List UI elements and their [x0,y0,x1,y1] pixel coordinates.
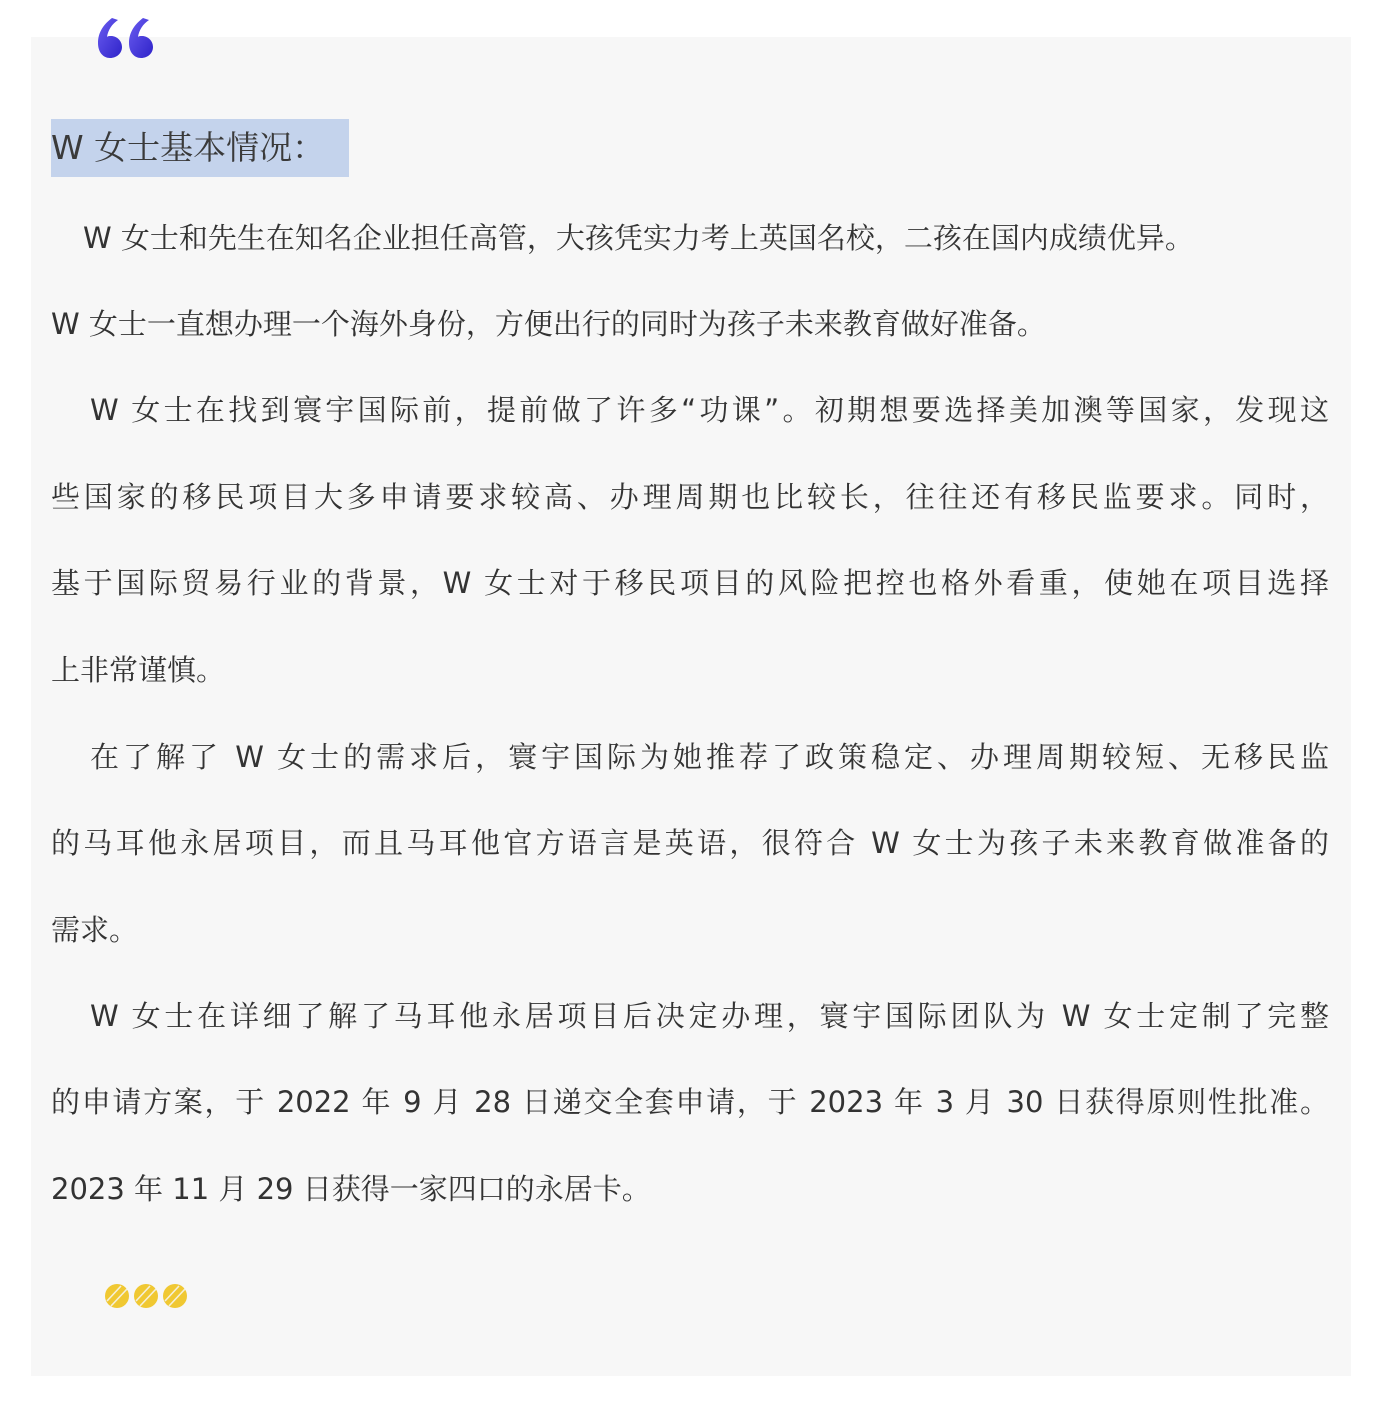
opening-quote-icon [95,14,159,60]
yellow-dots-decoration [103,1281,191,1311]
paragraph-line: 基于国际贸易行业的背景，W 女士对于移民项目的风险把控也格外看重，使她在项目选择 [51,566,1329,600]
paragraph-line: 上非常谨慎。 [51,653,226,687]
section-heading: W 女士基本情况： [51,119,349,177]
paragraph-line: 需求。 [51,913,139,947]
paragraph-line: W 女士在详细了解了马耳他永居项目后决定办理，寰宇国际团队为 W 女士定制了完整 [90,999,1329,1033]
paragraph-line: W 女士和先生在知名企业担任高管，大孩凭实力考上英国名校，二孩在国内成绩优异。 [83,221,1194,255]
paragraph-line: 2023 年 11 月 29 日获得一家四口的永居卡。 [51,1172,651,1206]
paragraph-line: W 女士一直想办理一个海外身份，方便出行的同时为孩子未来教育做好准备。 [51,307,1046,341]
paragraph-line: 在了解了 W 女士的需求后，寰宇国际为她推荐了政策稳定、办理周期较短、无移民监 [90,740,1329,774]
paragraph-line: 的申请方案，于 2022 年 9 月 28 日递交全套申请，于 2023 年 3 月 30 日获得原则性批准。 [51,1085,1329,1119]
paragraph-line: W 女士在找到寰宇国际前，提前做了许多“功课”。初期想要选择美加澳等国家，发现这 [90,393,1329,427]
paragraph-line: 些国家的移民项目大多申请要求较高、办理周期也比较长，往往还有移民监要求。同时， [51,480,1329,514]
paragraph-line: 的马耳他永居项目，而且马耳他官方语言是英语，很符合 W 女士为孩子未来教育做准备的 [51,826,1329,860]
